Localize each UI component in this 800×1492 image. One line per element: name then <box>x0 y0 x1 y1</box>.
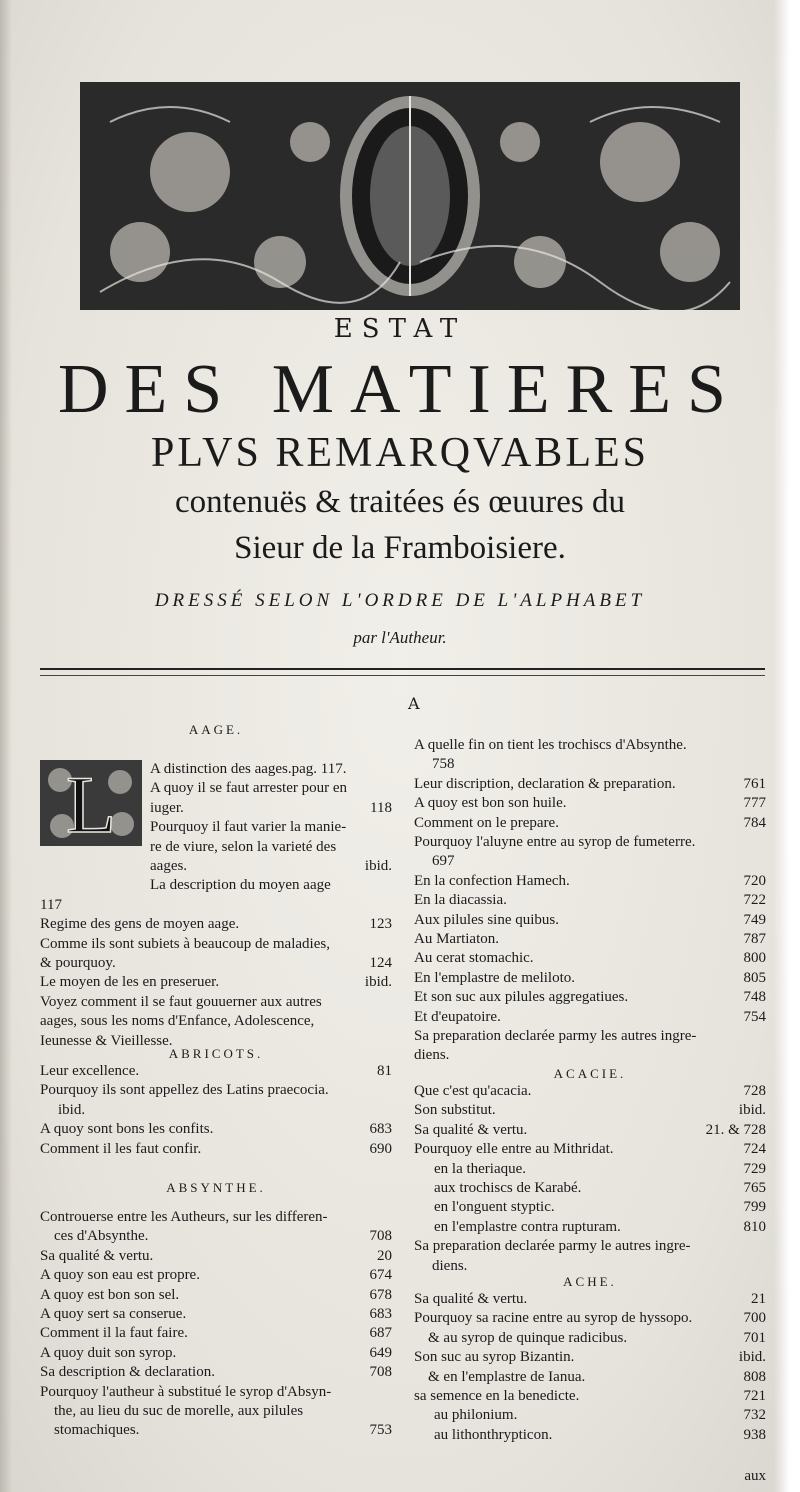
entry-page: 748 <box>743 989 766 1006</box>
entry-page: 800 <box>743 950 766 967</box>
index-entry <box>414 1309 766 1328</box>
index-entry <box>414 891 766 910</box>
entry-text: re de viure, selon la varieté des <box>150 838 337 855</box>
entry-text: diens. <box>414 1047 450 1064</box>
entry-page: 678 <box>369 1286 392 1303</box>
entry-text: aages. <box>150 858 188 874</box>
index-entry <box>434 1406 766 1425</box>
entry-page: 674 <box>369 1267 392 1284</box>
entry-text: Sa qualité & vertu. <box>414 1121 528 1138</box>
entry-text: the, au lieu du suc de morelle, aux pilules <box>54 1403 304 1419</box>
entry-page: 700 <box>743 1310 766 1327</box>
index-entry <box>414 1008 766 1027</box>
section-acacie: ACACIE. <box>553 1066 627 1081</box>
decorated-initial-L <box>40 760 142 846</box>
entry-text: Leur discription, declaration & preparation. <box>414 775 676 792</box>
entry-text: Au Martiaton. <box>414 931 499 947</box>
index-entry <box>150 838 392 857</box>
entry-page: 81 <box>377 1063 392 1079</box>
entry-text: sa semence en la benedicte. <box>414 1388 580 1404</box>
index-entry <box>432 755 766 774</box>
index-entry <box>40 954 392 973</box>
index-entry <box>150 876 392 895</box>
entry-text: A quelle fin on tient les trochiscs d'Absynthe. <box>414 737 687 753</box>
entry-page: 805 <box>743 969 766 986</box>
entry-text: Pourquoy sa racine entre au syrop de hyssopo. <box>414 1310 693 1327</box>
entry-page: 732 <box>743 1407 766 1424</box>
index-entry <box>150 799 392 818</box>
entry-text: en l'onguent styptic. <box>434 1199 555 1216</box>
entry-text: Que c'est qu'acacia. <box>414 1083 532 1099</box>
index-entry <box>414 988 766 1007</box>
entry-page: 708 <box>369 1364 392 1381</box>
entry-page: ibid. <box>364 974 392 991</box>
entry-text: en la theriaque. <box>434 1160 527 1177</box>
index-entry <box>40 1363 392 1382</box>
initial-letter: L <box>65 760 117 846</box>
entry-text: 697 <box>432 853 455 870</box>
entry-text: Comment il la faut faire. <box>40 1325 188 1342</box>
subtitle-dresse: DRESSÉ SELON L'ORDRE DE L'ALPHABET <box>154 590 646 611</box>
entry-text: 117 <box>40 896 62 913</box>
entry-text: iuger. <box>150 799 184 816</box>
index-entry <box>58 1101 392 1120</box>
index-entry <box>414 872 766 891</box>
entry-page: 938 <box>743 1426 766 1443</box>
entry-page: 20 <box>377 1247 392 1264</box>
entry-text: Leur excellence. <box>40 1063 140 1079</box>
entry-text: Sa preparation declarée parmy les autres ingre- <box>414 1028 697 1044</box>
entry-text: stomachiques. <box>54 1422 140 1439</box>
subtitle-contenues: contenuës & traitées és œuures du <box>175 484 625 520</box>
entry-text: A distinction des aages.pag. 117. <box>150 761 347 777</box>
index-entry <box>40 935 392 954</box>
index-entry <box>40 915 392 934</box>
index-entry <box>414 1101 766 1120</box>
index-entry <box>432 1257 766 1276</box>
entry-text: Et son suc aux pilules aggregatiues. <box>414 989 629 1006</box>
entry-text: aages, sous les noms d'Enfance, Adolescence, <box>40 1013 315 1030</box>
index-entry <box>414 1046 766 1065</box>
entry-text: Et d'eupatoire. <box>414 1008 501 1025</box>
index-entry <box>54 1227 392 1246</box>
entry-text: Au cerat stomachic. <box>414 950 534 967</box>
entry-text: Pourquoy il faut varier la manie- <box>150 819 347 836</box>
entry-text: Controuerse entre les Autheurs, sur les differen- <box>40 1209 328 1225</box>
index-entry <box>40 1208 392 1227</box>
index-entry <box>414 969 766 988</box>
entry-text: En l'emplastre de meliloto. <box>414 969 575 986</box>
index-entry <box>150 818 392 837</box>
entry-text: & au syrop de quinque radicibus. <box>428 1329 628 1346</box>
entry-page: ibid. <box>738 1102 766 1119</box>
index-entry <box>40 1247 392 1266</box>
entry-text: au lithonthrypticon. <box>434 1426 553 1443</box>
page-spine-shadow <box>0 0 12 1492</box>
title-plus-remarquables: PLVS REMARQVABLES <box>151 430 649 476</box>
index-entry <box>414 949 766 968</box>
index-entry <box>434 1160 766 1179</box>
index-entry <box>150 779 392 798</box>
index-entry <box>150 857 392 876</box>
index-entry <box>432 852 766 871</box>
index-entry <box>40 1305 392 1324</box>
index-entry <box>54 1402 392 1421</box>
index-entry <box>414 775 766 794</box>
index-entry <box>54 1421 392 1440</box>
entry-page: ibid. <box>738 1349 766 1366</box>
entry-text: A quoy sont bons les confits. <box>40 1121 214 1138</box>
index-entry <box>414 930 766 949</box>
entry-text: En la diacassia. <box>414 892 507 909</box>
index-entry <box>414 814 766 833</box>
entry-text: Pourquoy ils sont appellez des Latins praecocia. <box>40 1082 329 1099</box>
index-entry <box>414 911 766 930</box>
title-estat: ESTAT <box>333 314 467 344</box>
entry-text: Sa preparation declarée parmy le autres ingre- <box>414 1238 691 1255</box>
index-entry <box>428 1368 766 1387</box>
entry-page: 118 <box>370 799 392 816</box>
index-entry <box>414 1140 766 1159</box>
entry-page: 701 <box>743 1329 766 1346</box>
entry-text: A quoy duit son syrop. <box>40 1344 177 1361</box>
entry-text: & pourquoy. <box>40 955 116 971</box>
entry-text: Comment il les faut confir. <box>40 1140 202 1157</box>
index-entry <box>150 760 392 779</box>
index-entry <box>434 1198 766 1217</box>
entry-page: 21. & 728 <box>705 1121 766 1138</box>
entry-text: Son suc au syrop Bizantin. <box>414 1349 575 1366</box>
entry-page: 687 <box>369 1325 392 1342</box>
entry-page: 724 <box>743 1141 766 1158</box>
entry-text: Comme ils sont subiets à beaucoup de maladies, <box>40 935 330 952</box>
subtitle-par-autheur: par l'Autheur. <box>353 628 447 647</box>
index-entry <box>40 1140 392 1159</box>
entry-text: ibid. <box>58 1101 86 1118</box>
index-entry <box>414 833 766 852</box>
entry-text: A quoy est bon son sel. <box>40 1286 180 1303</box>
entry-text: ces d'Absynthe. <box>54 1228 149 1245</box>
entry-text: Son substitut. <box>414 1102 496 1119</box>
entry-text: en l'emplastre contra rupturam. <box>434 1218 621 1235</box>
index-entry <box>434 1179 766 1198</box>
entry-text: Pourquoy l'aluyne entre au syrop de fumeterre. <box>414 834 696 850</box>
index-entry <box>40 1286 392 1305</box>
entry-text: aux trochiscs de Karabé. <box>434 1180 582 1196</box>
entry-page: 799 <box>743 1199 766 1216</box>
entry-page: 123 <box>369 916 392 933</box>
letter-heading: A <box>408 694 420 713</box>
index-entry <box>414 1237 766 1256</box>
section-aage: AAGE. <box>188 722 244 737</box>
entry-text: Voyez comment il se faut gouuerner aux autres <box>40 993 322 1010</box>
entry-page: ibid. <box>364 858 392 874</box>
entry-page: 777 <box>743 795 766 812</box>
catchword: aux <box>744 1468 766 1484</box>
entry-text: Sa description & declaration. <box>40 1364 215 1381</box>
entry-page: 720 <box>743 872 766 889</box>
entry-page: 21 <box>751 1291 766 1307</box>
entry-page: 683 <box>369 1306 392 1322</box>
index-entry <box>40 1266 392 1285</box>
section-absynthe: ABSYNTHE. <box>166 1180 266 1195</box>
entry-page: 690 <box>369 1140 392 1157</box>
index-entry <box>40 993 392 1012</box>
entry-text: A quoy son eau est propre. <box>40 1267 200 1284</box>
entry-page: 124 <box>369 955 392 971</box>
index-entry <box>414 736 766 755</box>
entry-page: 708 <box>369 1228 392 1245</box>
entry-page: 765 <box>743 1180 766 1196</box>
entry-text: Ieunesse & Vieillesse. <box>40 1032 173 1049</box>
subtitle-sieur: Sieur de la Framboisiere. <box>234 530 566 566</box>
entry-text: au philonium. <box>434 1407 518 1424</box>
entry-page: 754 <box>743 1008 766 1025</box>
entry-text: Comment on le prepare. <box>414 814 559 831</box>
entry-page: 761 <box>743 775 766 792</box>
entry-text: & en l'emplastre de Ianua. <box>428 1368 586 1385</box>
entry-text: Sa qualité & vertu. <box>414 1291 528 1307</box>
index-entry <box>414 1348 766 1367</box>
entry-page: 722 <box>743 892 766 909</box>
entry-text: Pourquoy elle entre au Mithridat. <box>414 1141 614 1158</box>
index-entry <box>40 1062 392 1081</box>
index-entry <box>414 1082 766 1101</box>
section-ache: ACHE. <box>563 1274 617 1289</box>
entry-text: 758 <box>432 756 455 773</box>
index-entry <box>40 1120 392 1139</box>
entry-page: 749 <box>743 911 766 928</box>
page-edge <box>774 0 800 1492</box>
entry-text: A quoy sert sa conserue. <box>40 1306 187 1322</box>
entry-text: En la confection Hamech. <box>414 872 570 889</box>
entry-page: 810 <box>743 1218 766 1235</box>
entry-page: 721 <box>743 1388 766 1404</box>
index-entry <box>414 1027 766 1046</box>
entry-text: diens. <box>432 1257 468 1274</box>
index-entry <box>414 794 766 813</box>
entry-text: Le moyen de les en preseruer. <box>40 974 220 991</box>
index-entry <box>40 1383 392 1402</box>
entry-text: A quoy est bon son huile. <box>414 795 567 812</box>
index-entry <box>414 1290 766 1309</box>
index-entry <box>40 1012 392 1031</box>
section-abricots: ABRICOTS. <box>168 1046 264 1061</box>
index-entry <box>414 1387 766 1406</box>
entry-text: Regime des gens de moyen aage. <box>40 916 240 933</box>
entry-page: 728 <box>743 1083 766 1099</box>
index-entry <box>434 1426 766 1445</box>
entry-page: 808 <box>743 1368 766 1385</box>
title-des-matieres: DES MATIERES <box>58 351 742 428</box>
index-entry <box>40 973 392 992</box>
index-entry <box>40 1081 392 1100</box>
index-entry <box>414 1121 766 1140</box>
entry-page: 753 <box>369 1422 392 1439</box>
index-entry <box>428 1329 766 1348</box>
entry-page: 683 <box>369 1121 392 1138</box>
entry-text: Aux pilules sine quibus. <box>414 911 559 928</box>
entry-text: Pourquoy l'autheur à substitué le syrop d'Absyn- <box>40 1383 332 1400</box>
entry-text: A quoy il se faut arrester pour en <box>150 780 348 797</box>
entry-page: 729 <box>743 1160 766 1177</box>
index-entry <box>40 896 392 915</box>
divider-rule <box>40 668 765 676</box>
index-entry <box>434 1218 766 1237</box>
entry-page: 784 <box>743 814 766 831</box>
entry-page: 787 <box>743 931 766 947</box>
woodcut-headpiece-ornament <box>80 82 740 310</box>
index-entry <box>40 1324 392 1343</box>
entry-text: Sa qualité & vertu. <box>40 1247 154 1264</box>
entry-page: 649 <box>369 1344 392 1361</box>
entry-text: La description du moyen aage <box>150 877 331 894</box>
index-entry <box>40 1344 392 1363</box>
